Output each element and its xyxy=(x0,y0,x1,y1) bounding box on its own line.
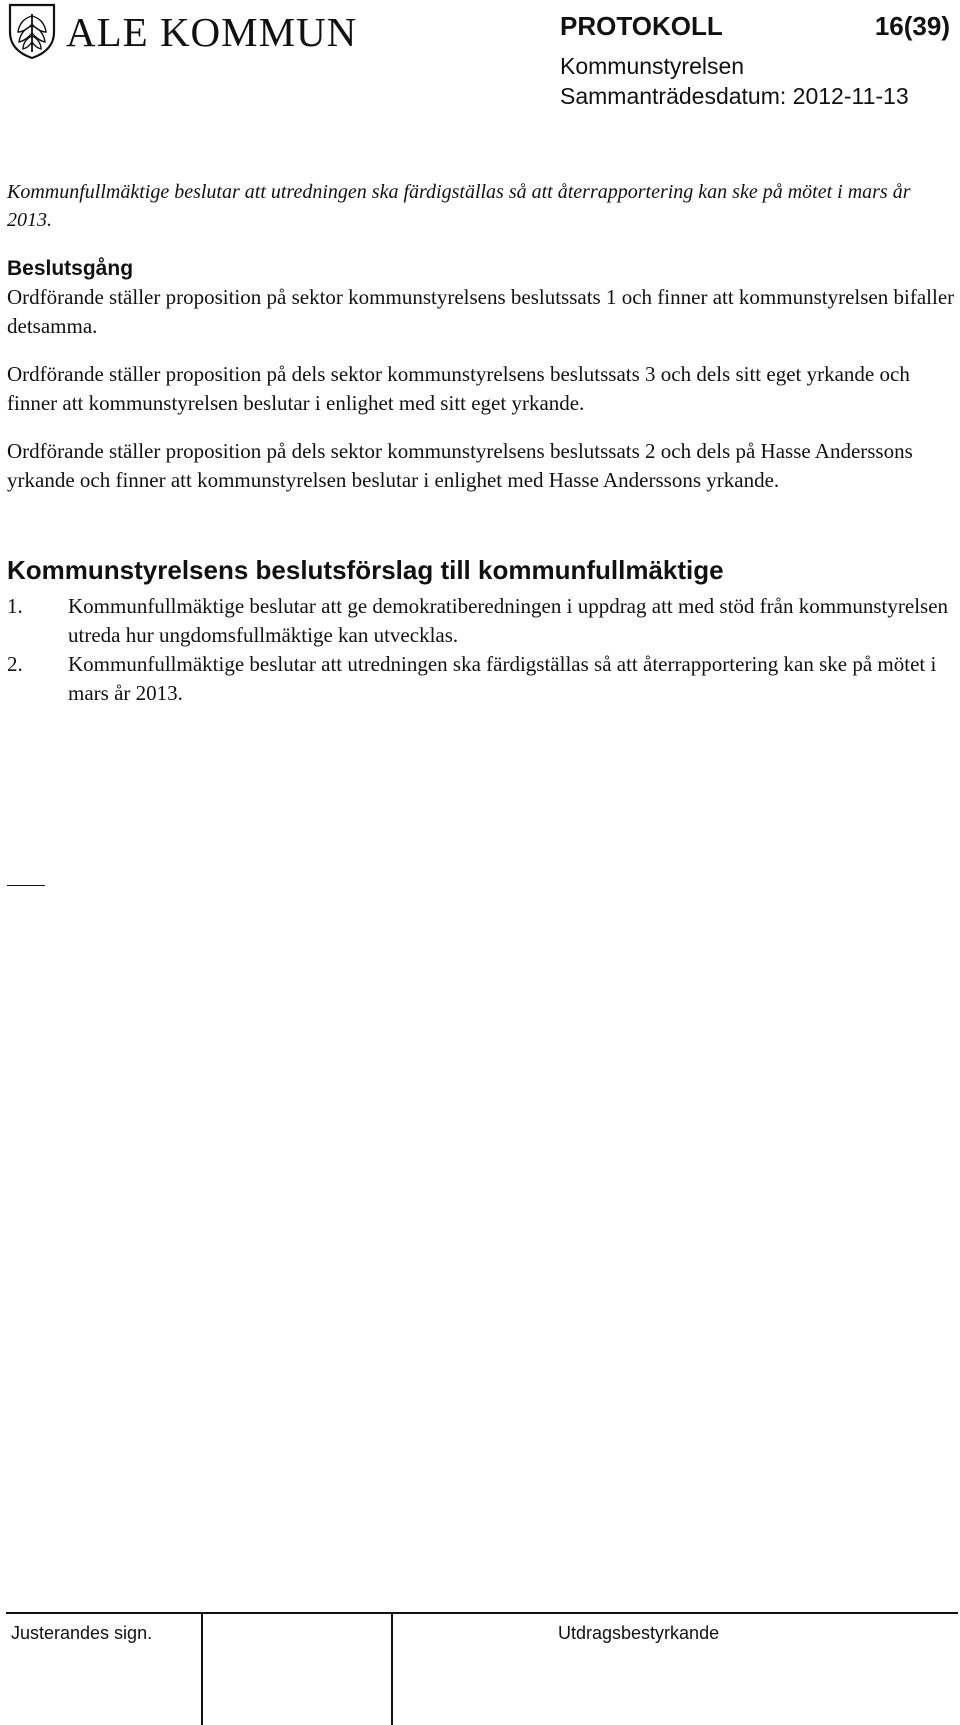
beslutsforslag-heading: Kommunstyrelsens beslutsförslag till kommunfullmäktige xyxy=(7,555,724,585)
short-divider xyxy=(7,885,45,886)
beslutsgang-heading: Beslutsgång xyxy=(7,257,134,280)
page-number: 16(39) xyxy=(874,11,950,41)
footer-divider xyxy=(391,1612,393,1725)
list-item xyxy=(7,650,957,708)
footer-divider xyxy=(201,1612,203,1725)
organization-name: Kommunstyrelsen xyxy=(560,53,745,79)
list-item xyxy=(7,592,957,650)
footer-top-border xyxy=(6,1612,958,1614)
beslutsforslag-list xyxy=(7,592,957,708)
intro-italic-paragraph: Kommunfullmäktige beslutar att utredningen ska färdigställas så att återrapportering kan ske på mötet i mars år 2013. xyxy=(7,181,911,231)
beslutsgang-paragraph-2: Ordförande ställer proposition på dels sektor kommunstyrelsens beslutssats 3 och dels sitt eget yrkande och finner att kommunstyrelsen beslutar i enlighet med sitt eget yrkande. xyxy=(7,362,910,415)
brand-name: ALE KOMMUN xyxy=(66,9,358,55)
beslutsgang-paragraph-1: Ordförande ställer proposition på sektor kommunstyrelsens beslutssats 1 och finner att kommunstyrelsen bifaller detsamma. xyxy=(7,285,955,338)
meeting-date: Sammanträdesdatum: 2012-11-13 xyxy=(560,83,909,109)
beslutsgang-paragraph-3: Ordförande ställer proposition på dels sektor kommunstyrelsens beslutssats 2 och dels på Hasse Anderssons yrkande och finner att kommunstyrelsen beslutar i enlighet med Hasse Anderssons yrkande. xyxy=(7,439,913,492)
list-item-number: 2. xyxy=(7,652,23,676)
page-header xyxy=(0,0,960,120)
document-body xyxy=(7,178,957,708)
list-item-text: Kommunfullmäktige beslutar att utredningen ska färdigställas så att återrapportering kan ske på mötet i mars år 2013. xyxy=(68,652,937,705)
list-item-number: 1. xyxy=(7,594,23,618)
list-item-text: Kommunfullmäktige beslutar att ge demokratiberedningen i uppdrag att med stöd från kommunstyrelsen utreda hur ungdomsfullmäktige kan utvecklas. xyxy=(68,594,949,647)
signature-footer xyxy=(6,1612,958,1725)
document-type: PROTOKOLL xyxy=(560,11,723,41)
ale-kommun-crest-icon xyxy=(6,2,58,60)
utdragsbestyrkande-label: Utdragsbestyrkande xyxy=(558,1623,720,1643)
justerandes-sign-label: Justerandes sign. xyxy=(11,1623,153,1643)
